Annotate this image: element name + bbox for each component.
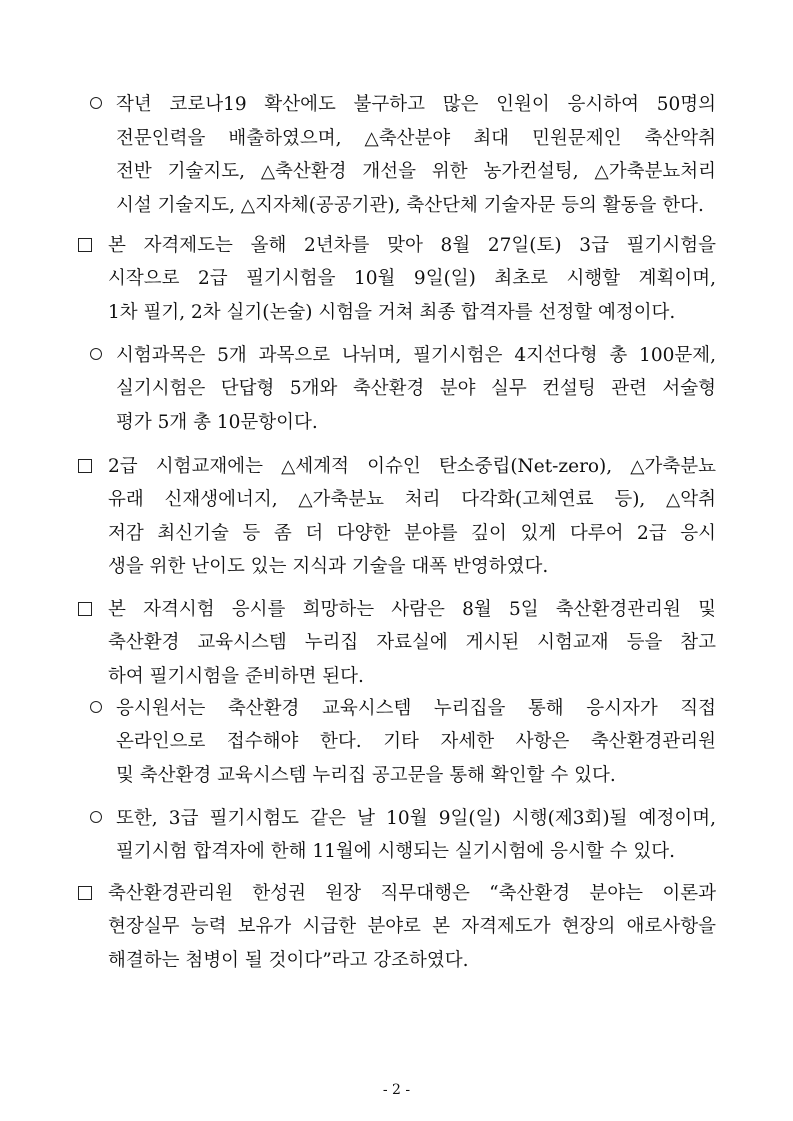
page-number: - 2 - [382, 1082, 411, 1098]
circle-bullet-icon [90, 696, 102, 722]
circle-bullet-icon [90, 92, 102, 118]
square-bullet-icon [78, 233, 92, 259]
paragraph-line: 본 자격시험 응시를 희망하는 사람은 8월 5일 축산환경관리원 및 [108, 599, 716, 620]
paragraph-line: 및 축산환경 교육시스템 누리집 공고문을 통해 확인할 수 있다. [116, 764, 616, 786]
paragraph-line: 하여 필기시험을 준비하면 된다. [108, 665, 364, 687]
paragraph-line: 저감 최신기술 등 좀 더 다양한 분야를 깊이 있게 다루어 2급 응시 [108, 522, 716, 544]
square-bullet-icon [78, 597, 92, 623]
paragraph-line: 전반 기술지도, △축산환경 개선을 위한 농가컨설팅, △가축분뇨처리 [116, 161, 716, 183]
paragraph-line: 또한, 3급 필기시험도 같은 날 10월 9일(일) 시행(제3회)될 예정이며, [116, 808, 716, 829]
paragraph-line: 유래 신재생에너지, △가축분뇨 처리 다각화(고체연료 등), △악취 [108, 489, 716, 511]
paragraph-line: 시설 기술지도, △지자체(공공기관), 축산단체 기술자문 등의 활동을 한다. [116, 194, 704, 216]
paragraph-line: 온라인으로 접수해야 한다. 기타 자세한 사항은 축산환경관리원 [116, 731, 716, 753]
paragraph-line: 시험과목은 5개 과목으로 나뉘며, 필기시험은 4지선다형 총 100문제, [116, 345, 716, 366]
circle-bullet-icon [90, 806, 102, 832]
paragraph-line: 1차 필기, 2차 실기(논술) 시험을 거쳐 최종 합격자를 선정할 예정이다. [108, 301, 676, 323]
square-bullet-icon [78, 881, 92, 907]
circle-bullet-icon [90, 343, 102, 369]
paragraph-line: 생을 위한 난이도 있는 지식과 기술을 대폭 반영하였다. [108, 556, 549, 578]
square-bullet-icon [78, 454, 92, 480]
paragraph-line: 평가 5개 총 10문항이다. [116, 411, 318, 433]
paragraph-line: 필기시험 합격자에 한해 11월에 시행되는 실기시험에 응시할 수 있다. [116, 841, 675, 863]
paragraph-line: 축산환경관리원 한성권 원장 직무대행은 “축산환경 분야는 이론과 [108, 883, 716, 904]
paragraph-line: 현장실무 능력 보유가 시급한 분야로 본 자격제도가 현장의 애로사항을 [108, 916, 716, 938]
paragraph-line: 본 자격제도는 올해 2년차를 맞아 8월 27일(토) 3급 필기시험을 [108, 235, 716, 256]
paragraph-line: 2급 시험교재에는 △세계적 이슈인 탄소중립(Net-zero), △가축분뇨 [108, 456, 716, 477]
paragraph-line: 전문인력을 배출하였으며, △축산분야 최대 민원문제인 축산악취 [116, 127, 716, 149]
paragraph-line: 시작으로 2급 필기시험을 10월 9일(일) 최초로 시행할 계획이며, [108, 268, 716, 290]
paragraph-line: 축산환경 교육시스템 누리집 자료실에 게시된 시험교재 등을 참고 [108, 632, 716, 654]
paragraph-line: 해결하는 첨병이 될 것이다”라고 강조하였다. [108, 949, 469, 971]
paragraph-line: 응시원서는 축산환경 교육시스템 누리집을 통해 응시자가 직접 [116, 698, 716, 719]
paragraph-line: 실기시험은 단답형 5개와 축산환경 분야 실무 컨설팅 관련 서술형 [116, 378, 716, 400]
paragraph-line: 작년 코로나19 확산에도 불구하고 많은 인원이 응시하여 50명의 [116, 94, 716, 115]
